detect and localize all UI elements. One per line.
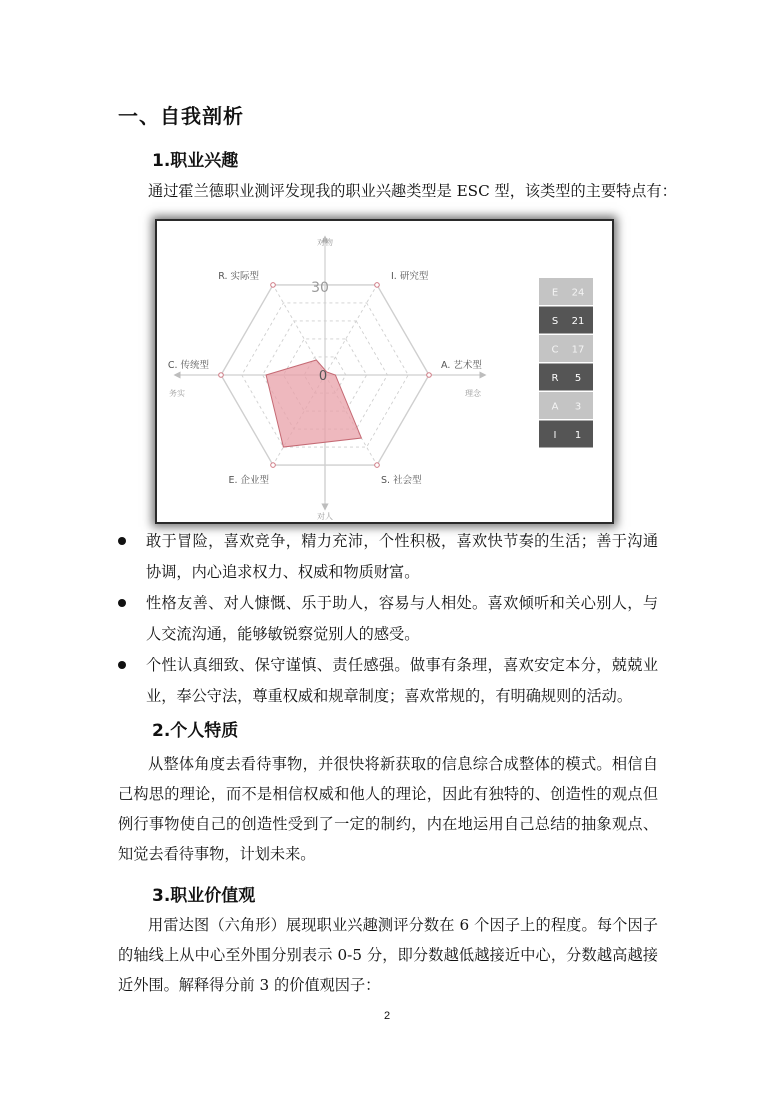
axis-label-left: 务实 [169,389,185,398]
list-item: 敢于冒险，喜欢竞争，精力充沛，个性积极，喜欢快节奏的生活；善于沟通协调，内心追求权力、权威和物质财富。 [118,526,658,588]
radar-vertex-label: C. 传统型 [167,360,209,371]
radar-vertex-label: S. 社会型 [381,475,422,487]
radar-vertex-label: E. 企业型 [228,475,269,487]
legend-value: 24 [571,287,585,299]
radar-vertex-dot [375,283,380,288]
legend-key: A [551,401,559,413]
legend-cell [539,335,593,362]
legend-cell [539,421,593,448]
radar-center-label: 0 [318,369,328,384]
radar-vertex-label: R. 实际型 [218,270,259,282]
legend-key: E [551,287,559,299]
radar-vertex-label: A. 艺术型 [441,360,482,371]
radar-vertex-dot [271,283,276,288]
radar-vertex-dot [375,463,380,468]
legend-key: S [551,316,559,327]
axis-label-right: 理念 [465,389,481,398]
axis-label-bottom: 对人 [317,512,333,521]
score-legend [539,278,593,448]
legend-cell [539,392,593,419]
radar-spoke [325,285,377,375]
legend-cell [539,278,593,305]
legend-value: 3 [574,401,582,413]
section-title: 一、自我剖析 [118,104,244,128]
interest-bullet-list [118,526,658,712]
bullet-dot-icon [118,599,126,607]
radar-svg [157,221,612,522]
legend-key: R [551,373,559,384]
values-heading: 3.职业价值观 [152,886,256,906]
traits-heading: 2.个人特质 [152,721,239,741]
radar-vertex-label: I. 研究型 [391,270,429,282]
holland-radar-chart [155,219,614,524]
list-item: 个性认真细致、保守谨慎、责任感强。做事有条理，喜欢安定本分，兢兢业业，奉公守法，尊重权威和规章制度；喜欢常规的，有明确规则的活动。 [118,650,658,712]
legend-key: I [553,430,557,441]
radar-vertex-dot [219,373,224,378]
radar-data-polygon [266,360,361,447]
legend-value: 5 [574,373,582,384]
radar-vertex-dot [271,463,276,468]
page-number: 2 [383,1010,391,1022]
interest-intro: 通过霍兰德职业测评发现我的职业兴趣类型是 ESC 型，该类型的主要特点有： [148,182,677,200]
legend-value: 17 [571,344,585,356]
values-paragraph: 用雷达图（六角形）展现职业兴趣测评分数在 6 个因子上的程度。每个因子的轴线上从中心至外围分别表示 0-5 分，即分数越低越接近中心，分数越高越接近外围。解释得分前 3 的价值观因子： [118,916,658,994]
legend-cell [539,307,593,334]
axis-label-top: 对物 [317,238,333,247]
bullet-dot-icon [118,661,126,669]
radar-vertex-dot [427,373,432,378]
bullet-dot-icon [118,537,126,545]
legend-value: 1 [574,430,582,441]
legend-key: C [551,344,559,356]
traits-paragraph: 从整体角度去看待事物，并很快将新获取的信息综合成整体的模式。相信自己构思的理论，而不是相信权威和他人的理论，因此有独特的、创造性的观点但例行事物使自己的创造性受到了一定的制约，内在地运用自己总结的抽象观点、知觉去看待事物，计划未来。 [118,755,658,863]
list-item: 性格友善、对人慷慨、乐于助人，容易与人相处。喜欢倾听和关心别人，与人交流沟通，能够敏锐察觉别人的感受。 [118,588,658,650]
interest-heading: 1.职业兴趣 [152,151,239,171]
legend-value: 21 [571,316,585,327]
radar-max-label: 30 [311,280,329,296]
legend-cell [539,364,593,391]
